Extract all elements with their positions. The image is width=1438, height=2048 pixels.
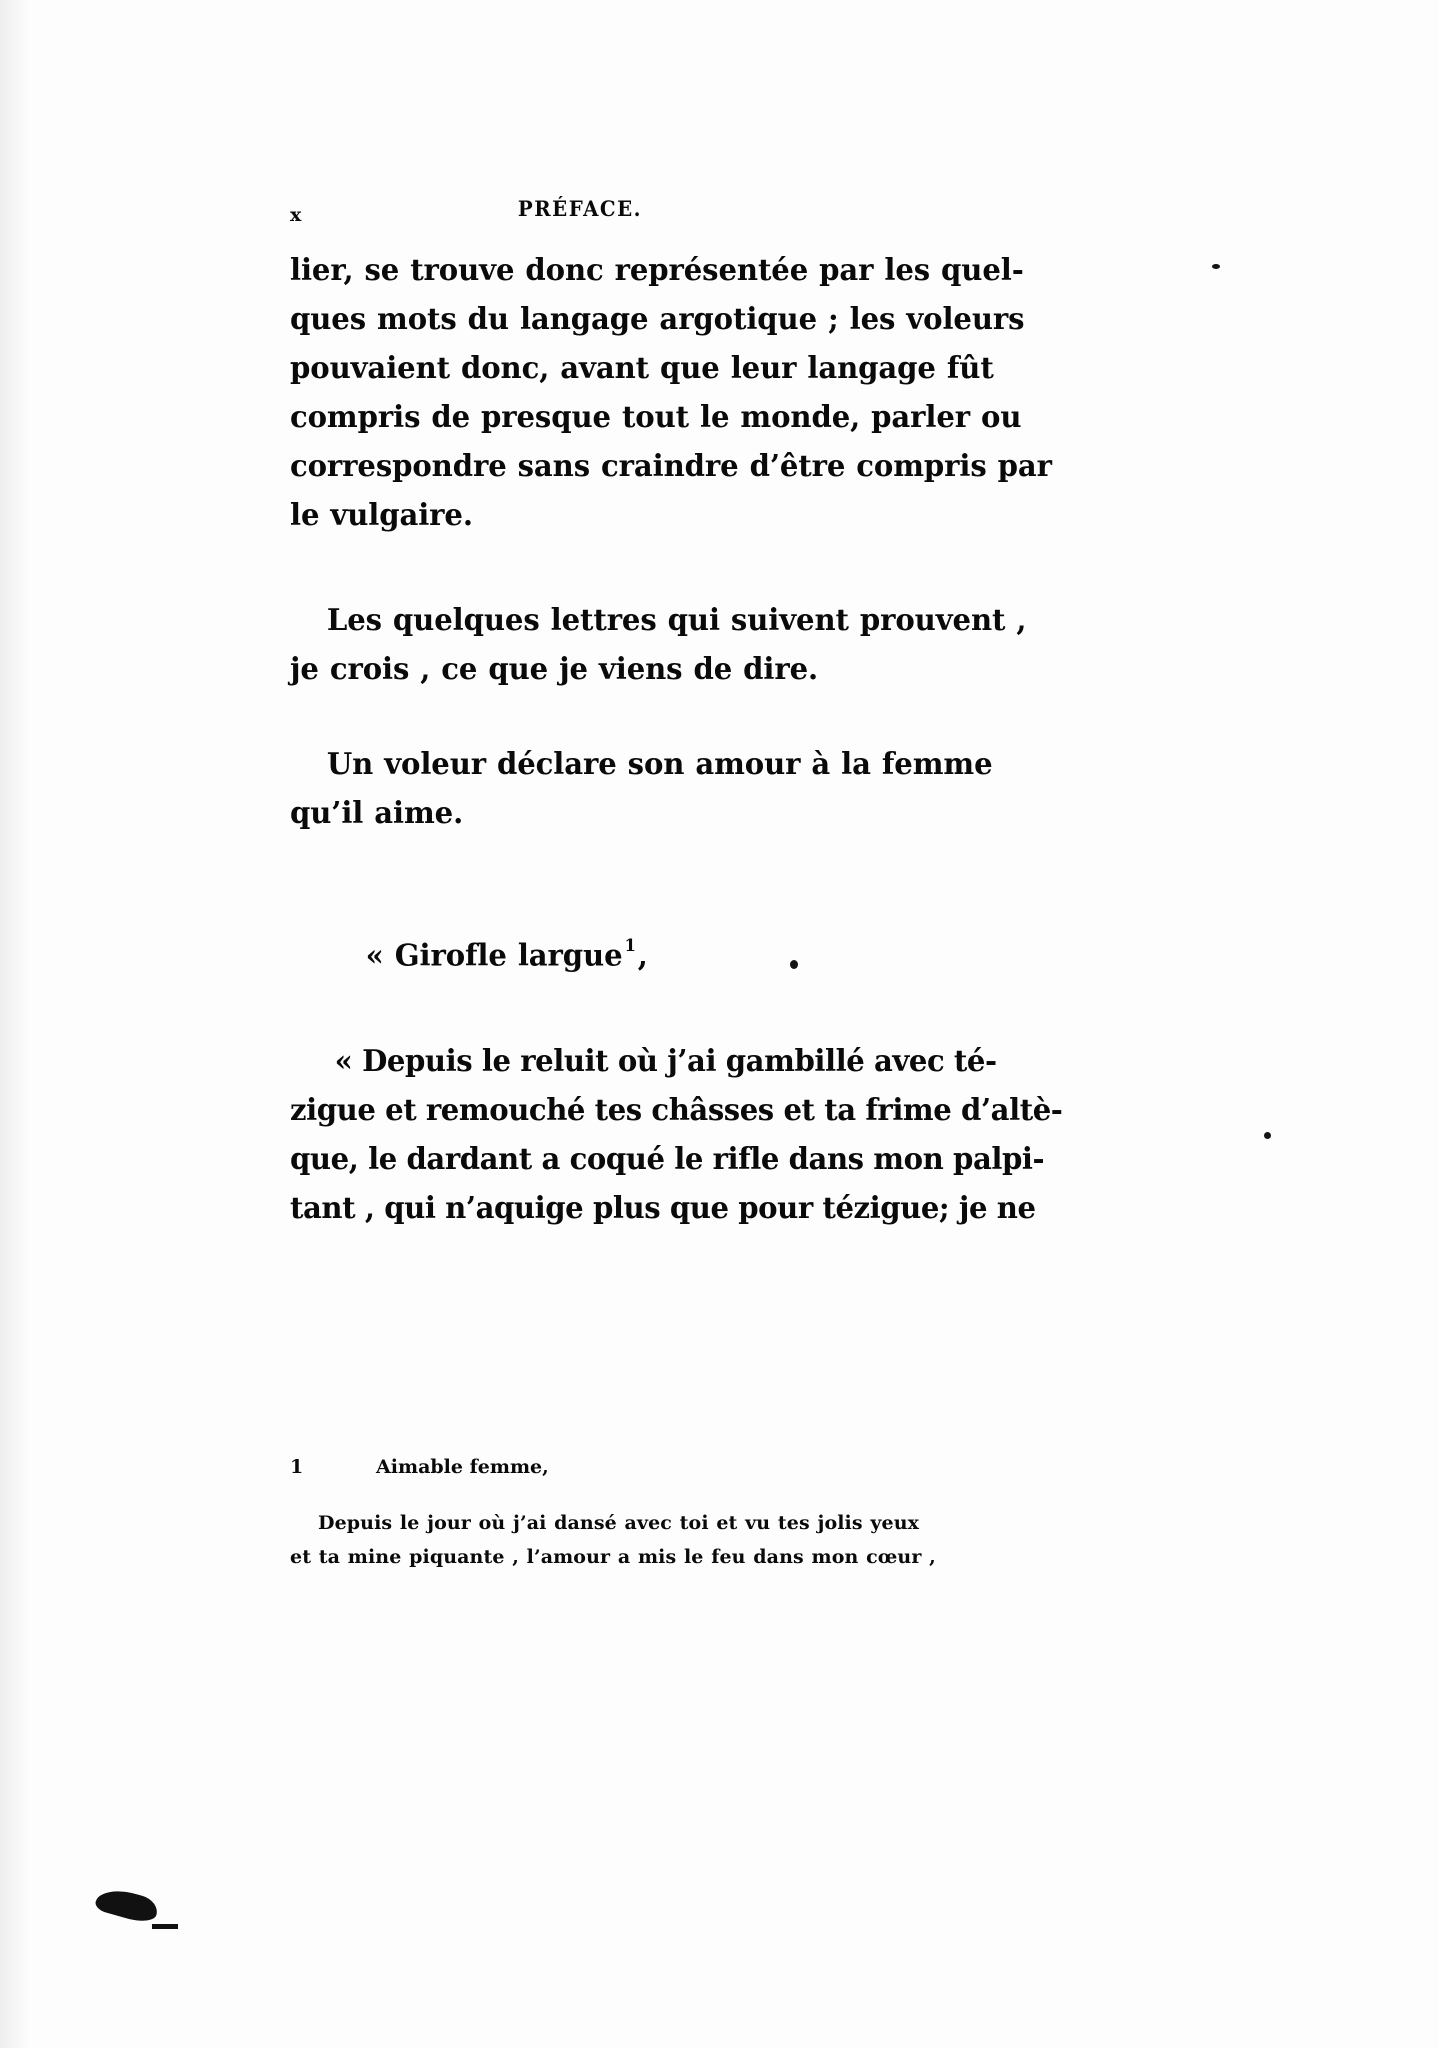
text-line: compris de presque tout le monde, parler ou [290, 400, 1022, 435]
paragraph-3 [290, 740, 993, 838]
text-line: je crois , ce que je viens de dire. [290, 652, 819, 687]
footnote-marker: 1 [290, 1456, 304, 1478]
running-title: PRÉFACE. [517, 196, 643, 221]
footnote-reference: 1 [624, 936, 636, 956]
quote-body [290, 1037, 1063, 1233]
paragraph-spacer [290, 540, 872, 596]
quote-spacer [290, 981, 872, 1037]
text-line: qu’il aime. [290, 796, 464, 831]
running-head [290, 196, 870, 230]
footnote-heading: Aimable femme, [376, 1456, 549, 1478]
text-line: ques mots du langage argotique ; les voleurs [290, 302, 1025, 337]
text-line: pouvaient donc, avant que leur langage fût [290, 351, 994, 386]
scan-speck [1264, 1132, 1271, 1139]
text-line: tant , qui n’aquige plus que pour tézigue; je ne [290, 1190, 1036, 1226]
paragraph-1 [290, 246, 1052, 540]
text-line: zigue et remouché tes châsses et ta frime d’altè- [290, 1092, 1063, 1128]
text-line: lier, se trouve donc représentée par les quel- [290, 253, 1024, 288]
page-edge-shading [0, 0, 30, 2048]
scan-smudge [94, 1884, 161, 1926]
paragraph-spacer [290, 694, 872, 740]
scan-smudge-tail [152, 1924, 178, 1929]
footnote-text [290, 1506, 936, 1574]
text-column [290, 246, 1063, 1233]
scan-speck [790, 960, 798, 969]
quote-spacer [290, 838, 872, 922]
text-line [290, 922, 855, 981]
quote-title-text: « Girofle largue [365, 938, 623, 974]
text-line: Depuis le jour où j’ai dansé avec toi et vu tes jolis yeux [318, 1512, 920, 1534]
page-folio: x [290, 204, 302, 226]
text-line: « Depuis le reluit où j’ai gambillé avec té- [334, 1043, 997, 1079]
text-line: Un voleur déclare son amour à la femme [326, 747, 993, 782]
quote-title-comma: , [637, 938, 648, 974]
footnote-heading-line [290, 1452, 872, 1482]
text-line: et ta mine piquante , l’amour a mis le feu dans mon cœur , [290, 1546, 936, 1568]
scan-speck [1212, 264, 1220, 269]
text-line: Les quelques lettres qui suivent prouvent , [326, 603, 1027, 638]
text-line: le vulgaire. [290, 498, 473, 533]
paragraph-2 [290, 596, 1027, 694]
text-line: que, le dardant a coqué le rifle dans mon palpi- [290, 1141, 1045, 1177]
footnote-block [290, 1452, 936, 1574]
quote-title [290, 922, 855, 981]
text-line: correspondre sans craindre d’être compris par [290, 449, 1052, 484]
